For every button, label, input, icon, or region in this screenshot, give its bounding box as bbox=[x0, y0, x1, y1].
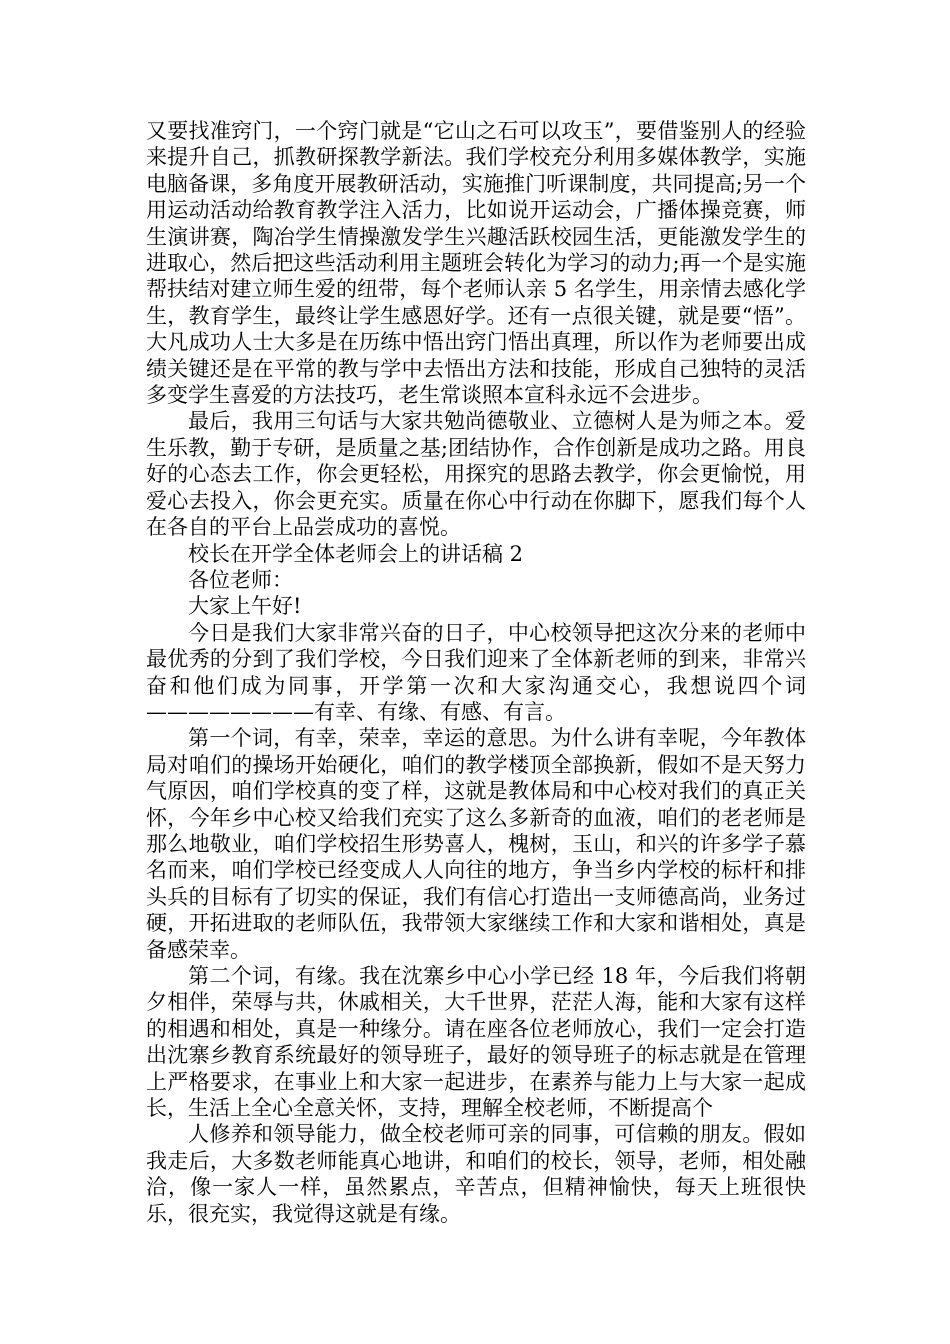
paragraph-second-word: 第二个词，有缘。我在沈寨乡中心小学已经 18 年，今后我们将朝夕相伴，荣辱与共，休戚相关，大千世界，茫茫人海，能和大家有这样的相遇和相处，真是一种缘分。请在座各位老师放心，我们一定会打造出沈寨乡教育系统最好的领导班子，最好的领导班子的标志就是在管理上严格要求，在事业上和大家一起进步，在素养与能力上与大家一起成长，生活上全心全意关怀，支持，理解全校老师，不断提高个 bbox=[146, 964, 806, 1121]
greeting: 大家上午好! bbox=[188, 594, 302, 619]
paragraph-first-word: 第一个词，有幸，荣幸，幸运的意思。为什么讲有幸呢，今年教体局对咱们的操场开始硬化，咱们的教学楼顶全部换新，假如不是天努力气原因，咱们学校真的变了样，这就是教体局和中心校对我们的真正关怀，今年乡中心校又给我们充实了这么多新奇的血液，咱们的老老师是那么地敬业，咱们学校招生形势喜人，槐树，玉山，和兴的许多学子慕名而来，咱们学校已经变成人人向往的地方，争当乡内学校的标杆和排头兵的目标有了切实的保证，我们有信心打造出一支师德高尚，业务过硬，开拓进取的老师队伍，我带领大家继续工作和大家和谐相处，真是备感荣幸。 bbox=[146, 726, 806, 962]
paragraph-second-word-continued: 人修养和领导能力，做全校老师可亲的同事，可信赖的朋友。假如我走后，大多数老师能真心地讲，和咱们的校长，领导，老师，相处融洽，像一家人一样，虽然累点，辛苦点，但精神愉快，每天上班很快乐，很充实，我觉得这就是有缘。 bbox=[146, 1122, 806, 1226]
speech-title: 校长在开学全体老师会上的讲话稿 2 bbox=[188, 541, 524, 566]
paragraph-methods: 又要找准窍门，一个窍门就是“它山之石可以攻玉”，要借鉴别人的经验来提升自己，抓教研探教学新法。我们学校充分利用多媒体教学，实施电脑备课，多角度开展教研活动，实施推门听课制度，共同提高;另一个用运动活动给教育教学注入活力，比如说开运动会，广播体操竞赛，师生演讲赛，陶冶学生情操激发学生兴趣活跃校园生活，更能激发学生的进取心，然后把这些活动利用主题班会转化为学习的动力;再一个是实施帮扶结对建立师生爱的纽带，每个老师认亲 5 名学生，用亲情去感化学生，教育学生，最终让学生感恩好学。还有一点很关键，就是要“悟”。大凡成功人士大多是在历练中悟出窍门悟出真理，所以作为老师要出成绩关键还是在平常的教与学中去悟出方法和技能，形成自己独特的灵活多变学生喜爱的方法技巧，老生常谈照本宣科永远不会进步。 bbox=[146, 119, 806, 408]
salutation: 各位老师： bbox=[188, 567, 293, 592]
paragraph-closing: 最后，我用三句话与大家共勉尚德敬业、立德树人是为师之本。爱生乐教，勤于专研，是质量之基;团结协作，合作创新是成功之路。用良好的心态去工作，你会更轻松，用探究的思路去教学，你会更愉悦，用爱心去投入，你会更充实。质量在你心中行动在你脚下，愿我们每个人在各自的平台上品尝成功的喜悦。 bbox=[146, 409, 806, 540]
document-body bbox=[146, 118, 806, 1227]
paragraph-intro: 今日是我们大家非常兴奋的日子，中心校领导把这次分来的老师中最优秀的分到了我们学校，今日我们迎来了全体新老师的到来，非常兴奋和他们成为同事，开学第一次和大家沟通交心，我想说四个词————————有幸、有缘、有感、有言。 bbox=[146, 620, 806, 724]
